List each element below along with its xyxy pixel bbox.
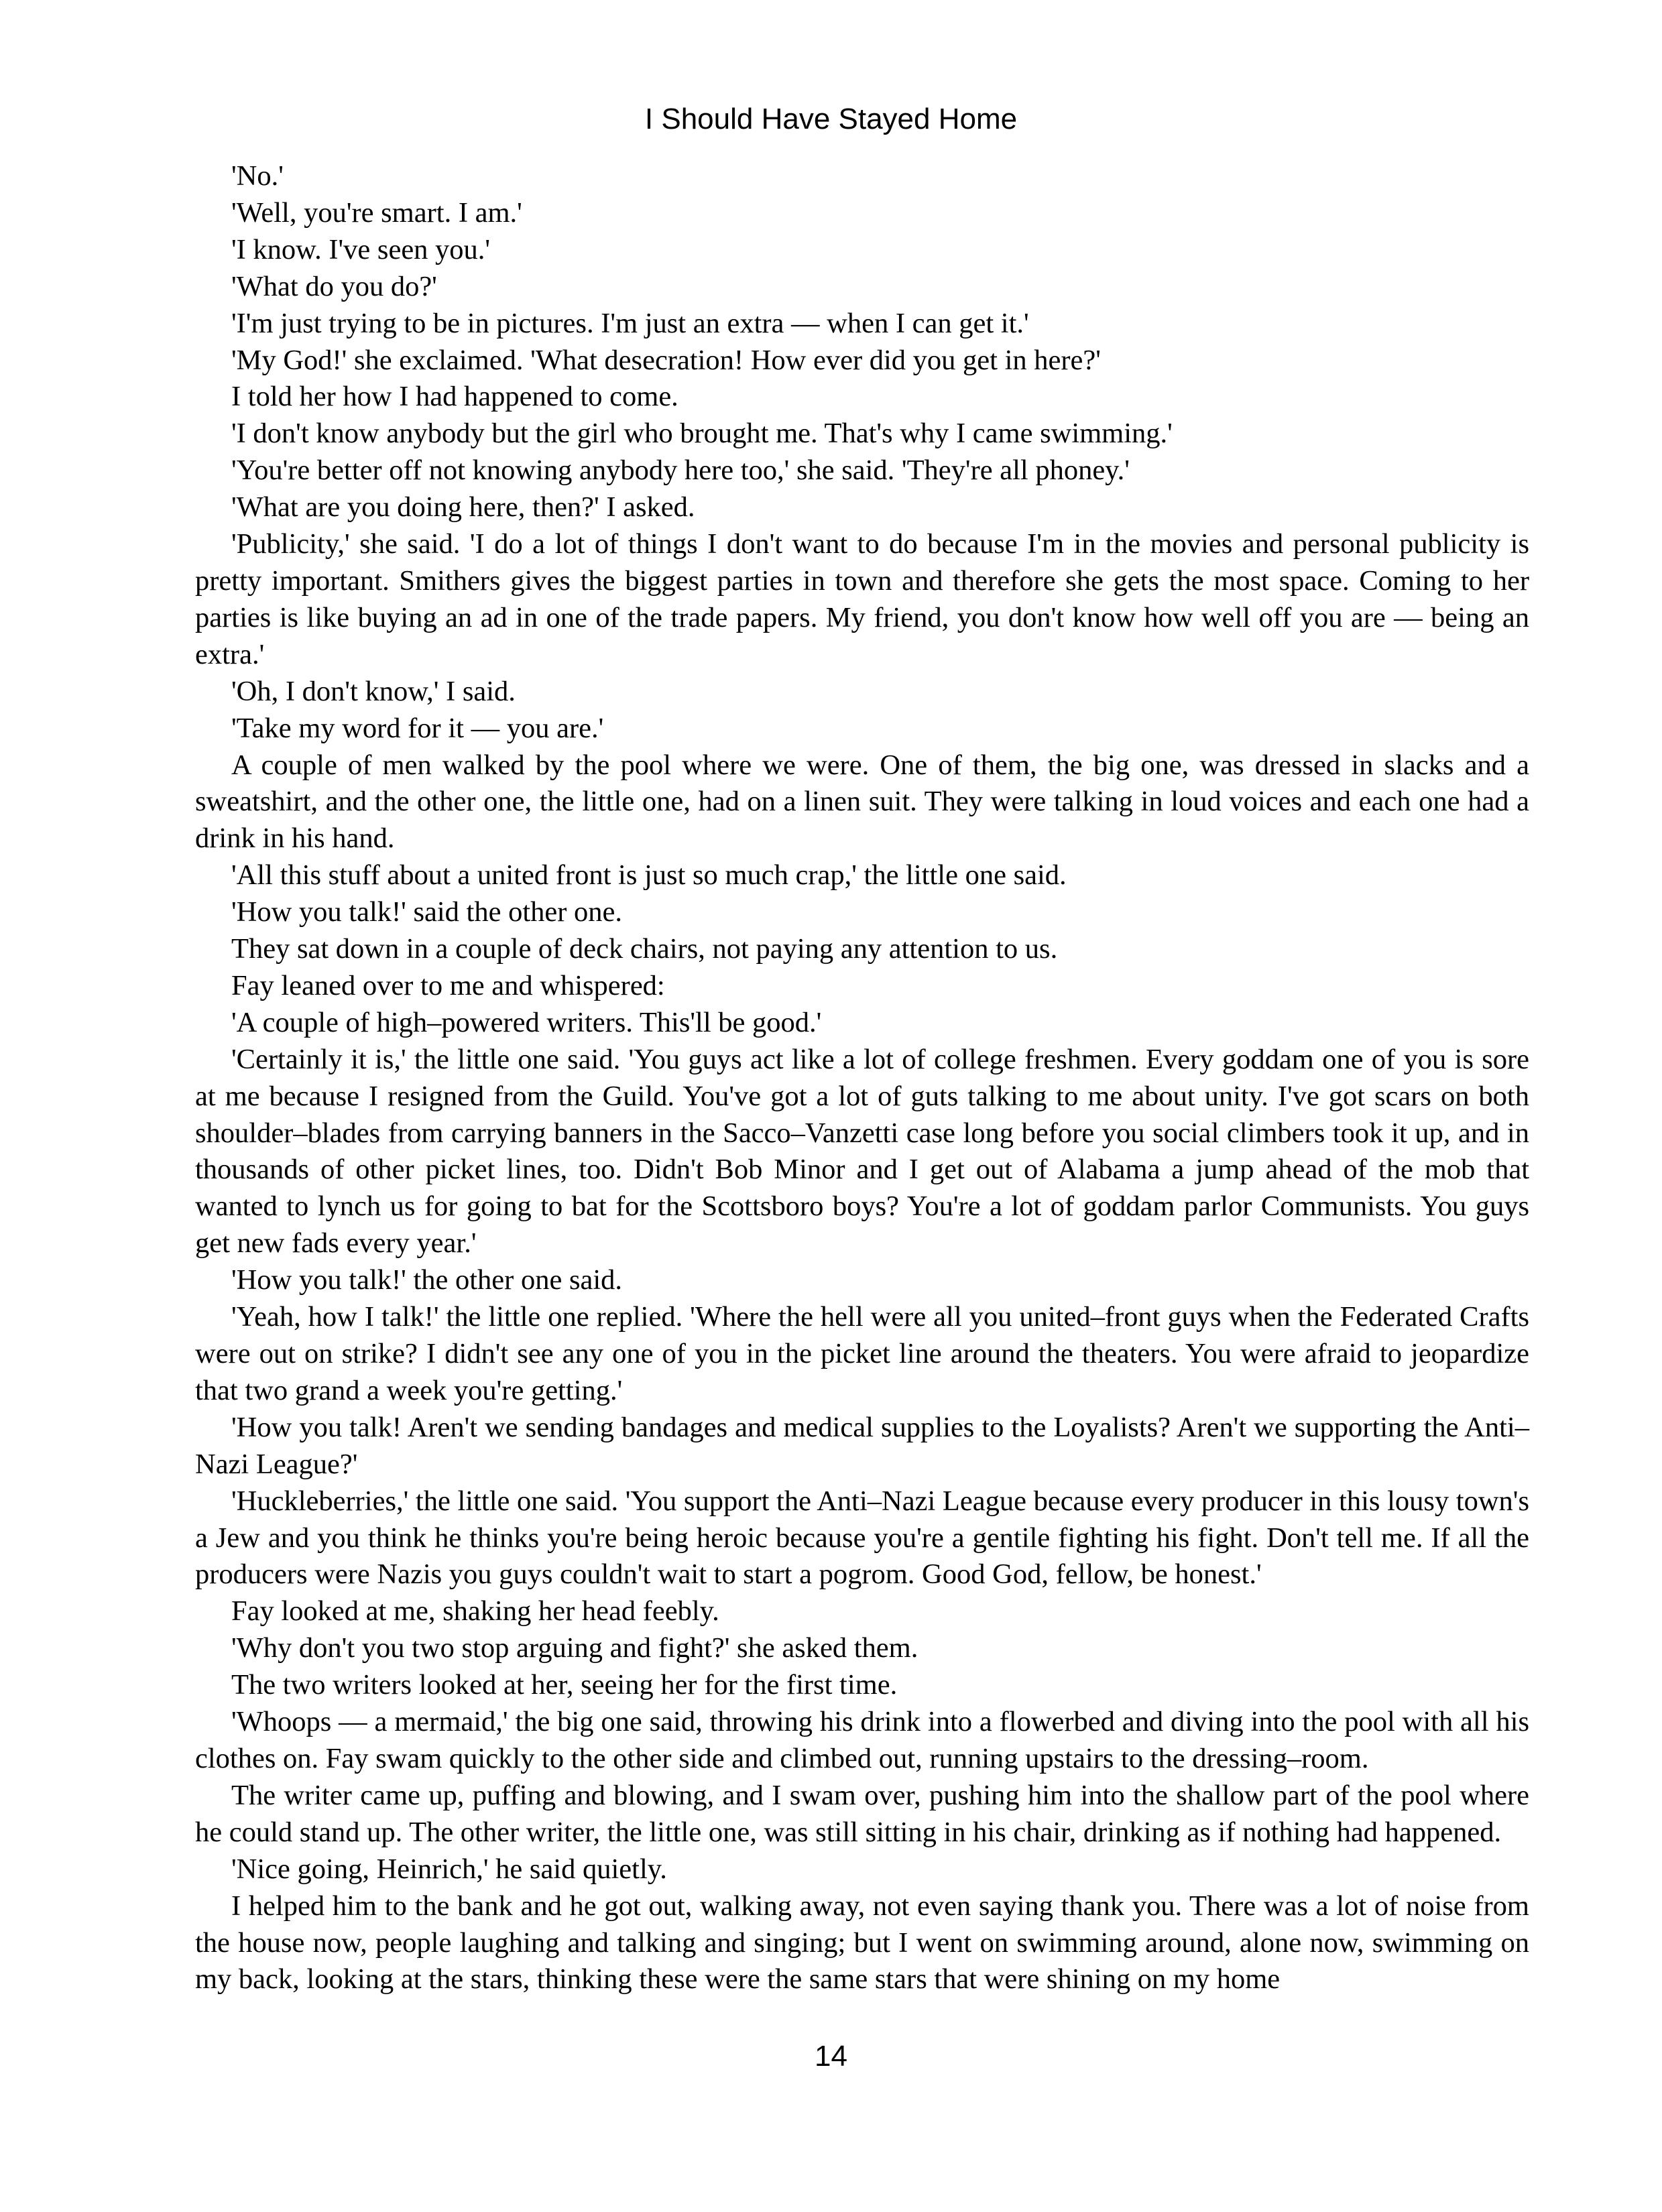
paragraph: 'Certainly it is,' the little one said. 'You guys act like a lot of college freshmen. Every goddam one of you is sore at me because I resigned from the Guild. You've got a lot of guts talking to me about unity. I've got scars on both shoulder–blades from carrying banners in the Sacco–Vanzetti case long before you social climbers took it up, and in thousands of other picket lines, too. Didn't Bob Minor and I get out of Alabama a jump ahead of the mob that wanted to lynch us for going to bat for the Scottsboro boys? You're a lot of goddam parlor Communists. You guys get new fads every year.': [195, 1043, 1529, 1259]
paragraph: 'I don't know anybody but the girl who brought me. That's why I came swimming.': [231, 418, 1173, 450]
paragraph: 'What do you do?': [231, 270, 437, 302]
paragraph: The writer came up, puffing and blowing, and I swam over, pushing him into the shallow part of the pool where he could stand up. The other writer, the little one, was still sitting in his chair, drinking as if nothing had happened.: [195, 1779, 1529, 1848]
body-text: [195, 158, 1529, 1998]
paragraph: 'Huckleberries,' the little one said. 'You support the Anti–Nazi League because every producer in this lousy town's a Jew and you think he thinks you're being heroic because you're a gentile fighting his fight. Don't tell me. If all the producers were Nazis you guys couldn't wait to start a pogrom. Good God, fellow, be honest.': [195, 1485, 1529, 1591]
paragraph: 'Whoops — a mermaid,' the big one said, throwing his drink into a flowerbed and diving into the pool with all his clothes on. Fay swam quickly to the other side and climbed out, running upstairs to the dressing–room.: [195, 1706, 1529, 1774]
paragraph: 'How you talk!' said the other one.: [231, 896, 623, 928]
running-head: I Should Have Stayed Home: [644, 103, 1018, 135]
paragraph: 'Publicity,' she said. 'I do a lot of things I don't want to do because I'm in the movies and personal publicity is pretty important. Smithers gives the biggest parties in town and therefore she gets the most space. Coming to her parties is like buying an ad in one of the trade papers. My friend, you don't know how well off you are — being an extra.': [195, 528, 1529, 670]
paragraph: 'You're better off not knowing anybody here too,' she said. 'They're all phoney.': [231, 454, 1130, 487]
paragraph: I helped him to the bank and he got out, walking away, not even saying thank you. There was a lot of noise from the house now, people laughing and talking and singing; but I went on swimming around, alone now, swimming on my back, looking at the stars, thinking these were the same stars that were shining on my home: [195, 1890, 1529, 1995]
paragraph: 'Why don't you two stop arguing and fight?' she asked them.: [231, 1632, 918, 1664]
paragraph: 'Yeah, how I talk!' the little one replied. 'Where the hell were all you united–front guys when the Federated Crafts were out on strike? I didn't see any one of you in the picket line around the theaters. You were afraid to jeopardize that two grand a week you're getting.': [195, 1301, 1529, 1406]
paragraph: They sat down in a couple of deck chairs, not paying any attention to us.: [231, 933, 1058, 965]
paragraph: 'Well, you're smart. I am.': [231, 196, 522, 229]
paragraph: Fay looked at me, shaking her head feebly.: [231, 1595, 719, 1627]
paragraph: A couple of men walked by the pool where we were. One of them, the big one, was dressed in slacks and a sweatshirt, and the other one, the little one, had on a linen suit. They were talking in loud voices and each one had a drink in his hand.: [195, 749, 1529, 855]
paragraph: 'How you talk! Aren't we sending bandages and medical supplies to the Loyalists? Aren't we supporting the Anti–Nazi League?': [195, 1411, 1529, 1480]
paragraph: 'What are you doing here, then?' I asked.: [231, 491, 695, 524]
page-number: 14: [815, 2040, 847, 2073]
paragraph: The two writers looked at her, seeing her for the first time.: [231, 1669, 898, 1701]
paragraph: Fay leaned over to me and whispered:: [231, 969, 665, 1001]
paragraph: 'How you talk!' the other one said.: [231, 1264, 623, 1296]
paragraph: 'Nice going, Heinrich,' he said quietly.: [231, 1853, 667, 1885]
paragraph: 'My God!' she exclaimed. 'What desecration! How ever did you get in here?': [231, 344, 1101, 376]
paragraph: I told her how I had happened to come.: [231, 381, 678, 413]
paragraph: 'I'm just trying to be in pictures. I'm just an extra — when I can get it.': [231, 307, 1029, 339]
paragraph: 'No.': [231, 160, 284, 192]
paragraph: 'A couple of high–powered writers. This'll be good.': [231, 1006, 822, 1038]
paragraph: 'I know. I've seen you.': [231, 233, 491, 265]
paragraph: 'Oh, I don't know,' I said.: [231, 675, 516, 707]
paragraph: 'Take my word for it — you are.': [231, 712, 604, 744]
paragraph: 'All this stuff about a united front is just so much crap,' the little one said.: [231, 859, 1067, 892]
